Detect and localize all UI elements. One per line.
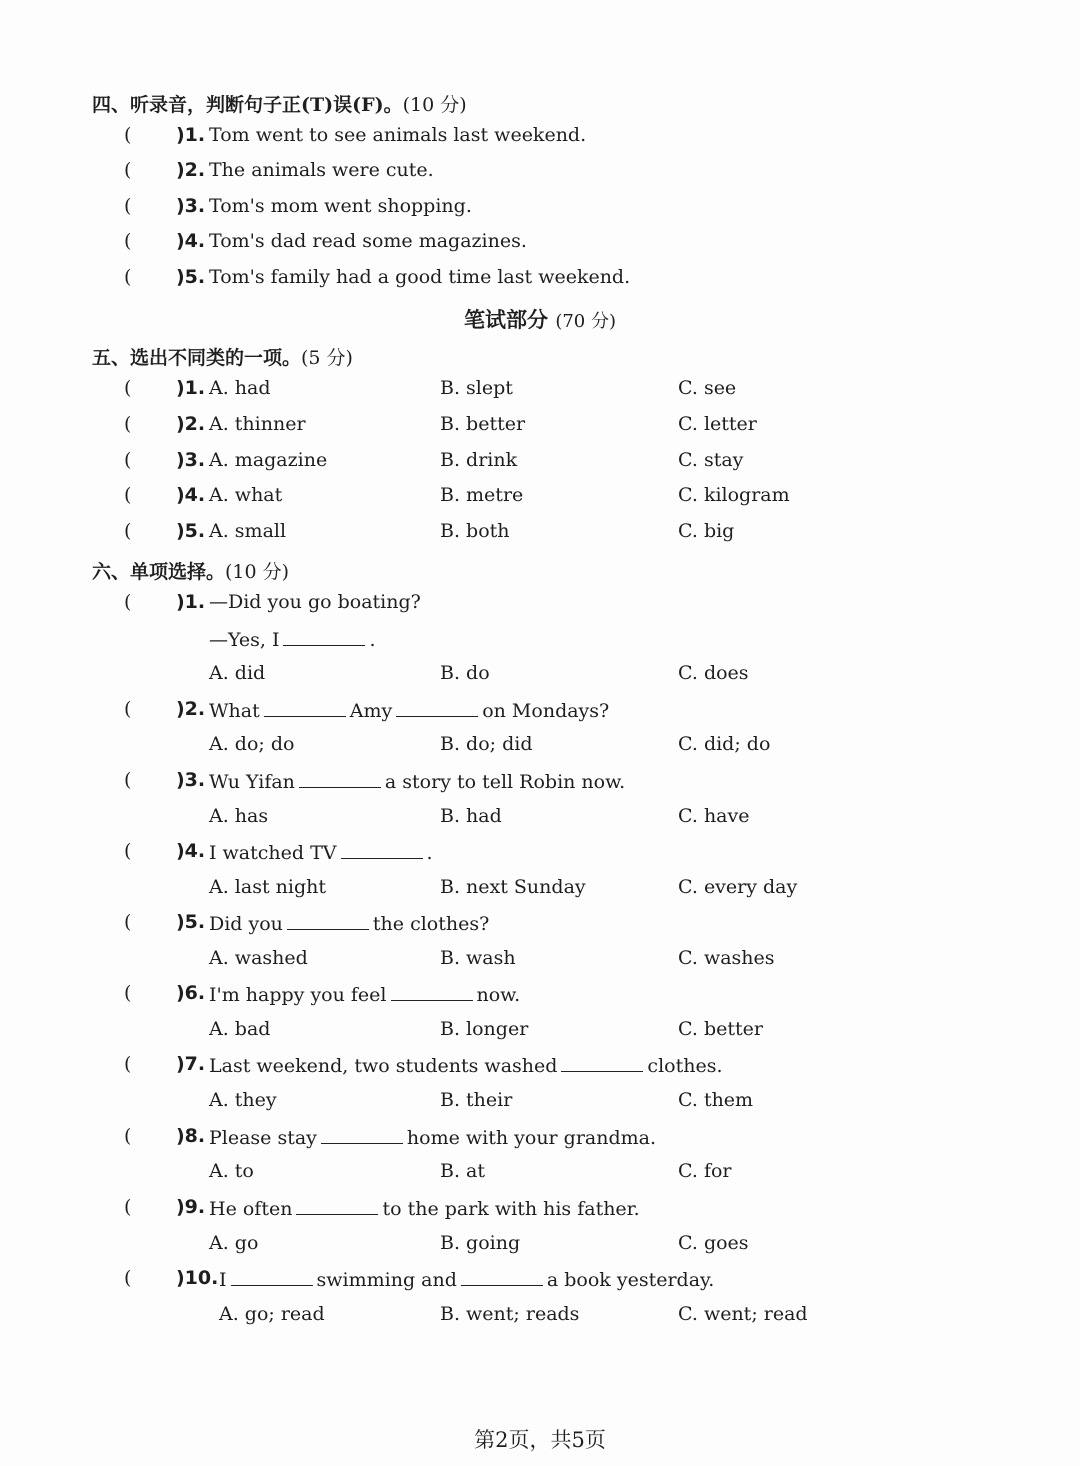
answer-blank[interactable]	[396, 698, 478, 717]
item-number: )2.	[176, 413, 206, 435]
item-text: Tom's family had a good time last weekend.	[209, 266, 631, 288]
option-c: C. see	[678, 377, 737, 399]
question-text: the clothes?	[372, 913, 490, 935]
option-b: B. metre	[440, 484, 524, 506]
section5-score: (5 分)	[301, 347, 353, 369]
answer-paren[interactable]: (	[124, 266, 132, 288]
answer-blank[interactable]	[561, 1053, 643, 1072]
item-number: )9.	[176, 1196, 206, 1218]
section5-heading	[92, 343, 353, 370]
question-text: —Yes, I	[209, 629, 280, 651]
option-a: A. small	[209, 520, 287, 542]
option-c: C. every day	[678, 876, 798, 898]
option-a: A. go	[209, 1232, 259, 1254]
item-number: )10.	[176, 1267, 219, 1289]
option-a: A. magazine	[209, 449, 328, 471]
option-b: B. slept	[440, 377, 513, 399]
option-c: C. for	[678, 1160, 732, 1182]
answer-paren[interactable]: (	[124, 377, 132, 399]
answer-blank[interactable]	[231, 1267, 313, 1286]
question-text: on Mondays?	[482, 700, 610, 722]
question-text: .	[426, 842, 433, 864]
option-c: C. them	[678, 1089, 754, 1111]
written-part-title-text: 笔试部分	[464, 307, 548, 332]
answer-blank[interactable]	[299, 769, 381, 788]
option-c: C. stay	[678, 449, 744, 471]
option-b: B. at	[440, 1160, 486, 1182]
item-text: Tom went to see animals last weekend.	[209, 124, 587, 146]
question-text: I	[219, 1269, 227, 1291]
answer-paren[interactable]: (	[124, 413, 132, 435]
option-c: C. did; do	[678, 733, 771, 755]
item-number: )1.	[176, 377, 206, 399]
question-text-line	[209, 1196, 640, 1220]
item-number: )1.	[176, 591, 206, 613]
option-a: A. bad	[209, 1018, 271, 1040]
question-text: a book yesterday.	[546, 1269, 715, 1291]
question-text: Wu Yifan	[209, 771, 295, 793]
option-b: B. better	[440, 413, 526, 435]
option-b: B. going	[440, 1232, 521, 1254]
item-number: )7.	[176, 1053, 206, 1075]
item-number: )5.	[176, 520, 206, 542]
answer-paren[interactable]: (	[124, 1125, 132, 1147]
section4-score: (10 分)	[402, 94, 467, 116]
answer-paren[interactable]: (	[124, 484, 132, 506]
answer-blank[interactable]	[283, 627, 365, 646]
answer-blank[interactable]	[391, 982, 473, 1001]
question-text: Please stay	[209, 1127, 317, 1149]
section4-heading-text: 四、听录音，判断句子正(T)误(F)。	[92, 94, 403, 116]
option-a: A. they	[209, 1089, 277, 1111]
question-text: Did you	[209, 913, 283, 935]
option-c: C. letter	[678, 413, 757, 435]
question-text-line	[209, 769, 625, 793]
item-text: Tom's dad read some magazines.	[209, 230, 527, 252]
question-text: What	[209, 700, 260, 722]
option-b: B. wash	[440, 947, 516, 969]
section4-heading	[92, 90, 467, 117]
page-number: 第2页，共5页	[474, 1428, 606, 1452]
answer-paren[interactable]: (	[124, 911, 132, 933]
question-text-line	[209, 698, 609, 722]
option-a: A. had	[209, 377, 271, 399]
question-text-line	[209, 982, 520, 1006]
question-text: home with your grandma.	[406, 1127, 657, 1149]
option-c: C. kilogram	[678, 484, 790, 506]
question-text-line	[209, 1125, 656, 1149]
option-a: A. last night	[209, 876, 326, 898]
answer-blank[interactable]	[321, 1125, 403, 1144]
section5-heading-text: 五、选出不同类的一项。	[92, 347, 302, 369]
option-a: A. thinner	[209, 413, 306, 435]
answer-paren[interactable]: (	[124, 982, 132, 1004]
option-a: A. has	[209, 805, 269, 827]
question-text-line	[219, 1267, 714, 1291]
option-a: A. did	[209, 662, 266, 684]
answer-paren[interactable]: (	[124, 124, 132, 146]
item-number: )1.	[176, 124, 206, 146]
question-text: clothes.	[647, 1055, 723, 1077]
item-number: )6.	[176, 982, 206, 1004]
item-number: )5.	[176, 266, 206, 288]
option-c: C. big	[678, 520, 735, 542]
item-number: )4.	[176, 840, 206, 862]
option-a: A. what	[209, 484, 283, 506]
answer-paren[interactable]: (	[124, 449, 132, 471]
option-a: A. to	[209, 1160, 254, 1182]
question-text-line	[209, 1053, 723, 1077]
option-b: B. went; reads	[440, 1303, 580, 1325]
section6-heading	[92, 557, 289, 584]
question-text-line	[209, 911, 489, 935]
option-b: B. their	[440, 1089, 513, 1111]
item-number: )8.	[176, 1125, 206, 1147]
option-c: C. does	[678, 662, 749, 684]
option-c: C. have	[678, 805, 750, 827]
question-text: Last weekend, two students washed	[209, 1055, 558, 1077]
item-number: )4.	[176, 484, 206, 506]
option-b: B. do	[440, 662, 490, 684]
item-number: )5.	[176, 911, 206, 933]
item-number: )3.	[176, 195, 206, 217]
question-text: a story to tell Robin now.	[384, 771, 626, 793]
answer-paren[interactable]: (	[124, 591, 132, 613]
question-text: swimming and	[316, 1269, 457, 1291]
option-a: A. go; read	[219, 1303, 325, 1325]
item-number: )2.	[176, 159, 206, 181]
option-c: C. goes	[678, 1232, 749, 1254]
answer-paren[interactable]: (	[124, 230, 132, 252]
answer-paren[interactable]: (	[124, 159, 132, 181]
question-text: He often	[209, 1198, 293, 1220]
question-text: now.	[476, 984, 521, 1006]
item-number: )3.	[176, 769, 206, 791]
item-number: )3.	[176, 449, 206, 471]
question-text-line	[209, 840, 433, 864]
option-b: B. drink	[440, 449, 518, 471]
section6-heading-text: 六、单项选择。	[92, 561, 226, 583]
option-b: B. had	[440, 805, 502, 827]
answer-paren[interactable]: (	[124, 840, 132, 862]
answer-paren[interactable]: (	[124, 520, 132, 542]
question-text: I'm happy you feel	[209, 984, 387, 1006]
answer-paren[interactable]: (	[124, 195, 132, 217]
option-c: C. went; read	[678, 1303, 808, 1325]
answer-paren[interactable]: (	[124, 769, 132, 791]
option-b: B. both	[440, 520, 510, 542]
question-text: Amy	[349, 700, 393, 722]
answer-paren[interactable]: (	[124, 1196, 132, 1218]
answer-blank[interactable]	[287, 911, 369, 930]
option-b: B. do; did	[440, 733, 533, 755]
answer-blank[interactable]	[296, 1196, 378, 1215]
answer-blank[interactable]	[341, 840, 423, 859]
question-text: .	[369, 629, 376, 651]
written-part-title	[0, 304, 1080, 334]
answer-blank[interactable]	[264, 698, 346, 717]
item-text: The animals were cute.	[209, 159, 434, 181]
answer-paren[interactable]: (	[124, 1053, 132, 1075]
question-text-line2	[209, 627, 376, 651]
section6-score: (10 分)	[225, 561, 290, 583]
option-c: C. washes	[678, 947, 775, 969]
item-number: )4.	[176, 230, 206, 252]
option-c: C. better	[678, 1018, 763, 1040]
question-text: I watched TV	[209, 842, 337, 864]
answer-blank[interactable]	[461, 1267, 543, 1286]
option-b: B. next Sunday	[440, 876, 586, 898]
option-a: A. washed	[209, 947, 308, 969]
item-text: Tom's mom went shopping.	[209, 195, 472, 217]
written-part-score: (70 分)	[555, 311, 616, 332]
item-number: )2.	[176, 698, 206, 720]
option-b: B. longer	[440, 1018, 529, 1040]
question-text: to the park with his father.	[382, 1198, 640, 1220]
question-text: —Did you go boating?	[209, 591, 421, 613]
answer-paren[interactable]: (	[124, 1267, 132, 1289]
option-a: A. do; do	[209, 733, 295, 755]
answer-paren[interactable]: (	[124, 698, 132, 720]
